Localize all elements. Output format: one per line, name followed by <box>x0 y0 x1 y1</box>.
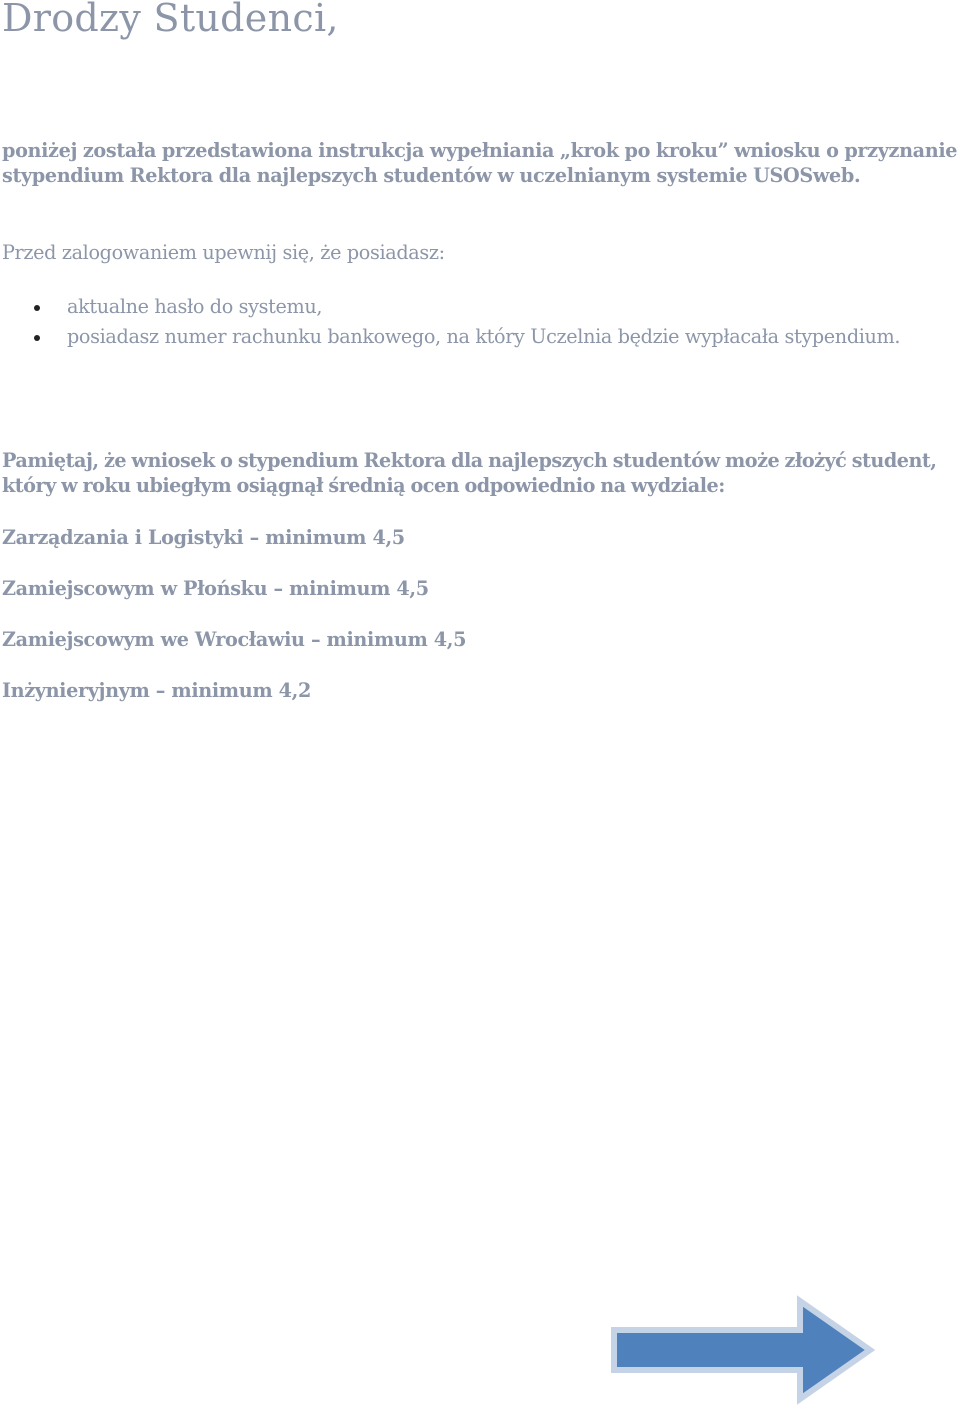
checklist-item-text: posiadasz numer rachunku bankowego, na który Uczelnia będzie wypłacała stypendium. <box>67 325 901 348</box>
page-heading: Drodzy Studenci, <box>2 0 339 40</box>
faculty-requirement: Inżynieryjnym – minimum 4,2 <box>2 679 311 702</box>
before-login-text: Przed zalogowaniem upewnij się, że posiadasz: <box>2 241 445 264</box>
faculty-requirement: Zamiejscowym w Płońsku – minimum 4,5 <box>2 577 429 600</box>
eligibility-paragraph: Pamiętaj, że wniosek o stypendium Rektora dla najlepszych studentów może złożyć student, który w roku ubiegłym osiągnął średnią ocen odpowiednio na wydziale: <box>2 449 937 497</box>
bullet-icon <box>34 305 40 311</box>
intro-paragraph: poniżej została przedstawiona instrukcja wypełniania „krok po kroku” wniosku o przyznanie stypendium Rektora dla najlepszych studentów w uczelnianym systemie USOSweb. <box>2 139 958 187</box>
faculty-requirement: Zarządzania i Logistyki – minimum 4,5 <box>2 526 405 549</box>
right-arrow-icon <box>608 1295 878 1405</box>
faculty-requirement: Zamiejscowym we Wrocławiu – minimum 4,5 <box>2 628 467 651</box>
checklist-item-password <box>0 294 960 320</box>
checklist-item-text: aktualne hasło do systemu, <box>67 295 323 318</box>
checklist <box>0 294 960 350</box>
bullet-icon <box>34 335 40 341</box>
checklist-item-bank-account <box>0 324 960 350</box>
next-page-button[interactable] <box>608 1295 878 1405</box>
